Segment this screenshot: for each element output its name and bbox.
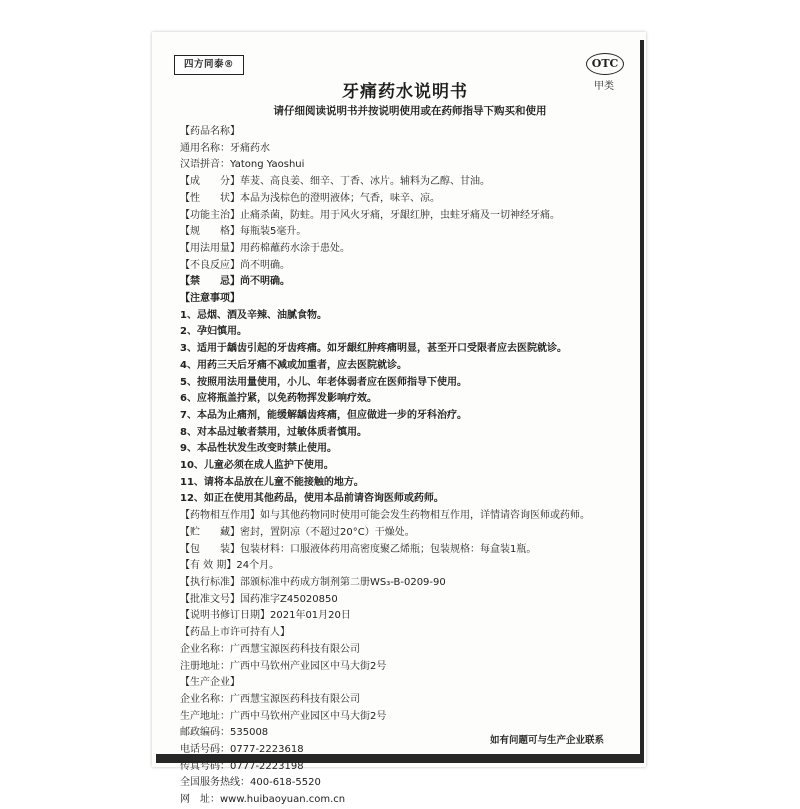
- contraindications: 【禁 忌】尚不明确。: [180, 276, 290, 288]
- precaution-item: 3、适用于龋齿引起的牙齿疼痛。如牙龈红肿疼痛明显，甚至开口受限者应去医院就诊。: [180, 343, 567, 355]
- drug-interactions: 【药物相互作用】如与其他药物同时使用可能会发生药物相互作用，详情请咨询医师或药师。: [180, 510, 590, 522]
- section-manufacturer: 【生产企业】: [180, 677, 240, 689]
- section-drug-name: 【药品名称】: [180, 126, 240, 137]
- otc-badge: OTC: [586, 53, 624, 75]
- precaution-item: 9、本品性状发生改变时禁止使用。: [180, 443, 337, 455]
- scan-edge-right: [640, 40, 644, 760]
- precaution-item: 4、用药三天后牙痛不减或加重者，应去医院就诊。: [180, 359, 407, 371]
- manufacturer-company: 企业名称：广西慧宝源医药科技有限公司: [180, 693, 360, 705]
- storage: 【贮 藏】密封，置阴凉（不超过20°C）干燥处。: [180, 526, 415, 538]
- pinyin-name: 汉语拼音：Yatong Yaoshui: [180, 159, 305, 171]
- postcode: 邮政编码：535008: [180, 727, 269, 739]
- precaution-item: 7、本品为止痛剂，能缓解龋齿疼痛，但应做进一步的牙科治疗。: [180, 409, 467, 421]
- approval-number: 【批准文号】国药准字Z45020850: [180, 593, 338, 605]
- indications: 【功能主治】止痛杀菌，防蛀。用于风火牙痛，牙龈红肿，虫蛀牙痛及一切神经牙痛。: [180, 209, 560, 221]
- service-hotline: 全国服务热线：400-618-5520: [180, 777, 321, 789]
- precaution-item: 12、如正在使用其他药品，使用本品前请咨询医师或药师。: [180, 493, 444, 505]
- usage-notice: 请仔细阅读说明书并按说明使用或在药师指导下购买和使用: [273, 105, 547, 117]
- fax-number: 传真号码：0777-2223198: [180, 760, 304, 772]
- phone-number: 电话号码：0777-2223618: [180, 744, 304, 756]
- otc-class-label: 甲类: [594, 81, 614, 92]
- contact-note: 如有问题可与生产企业联系: [490, 735, 605, 746]
- precaution-item: 5、按照用法用量使用，小儿、年老体弱者应在医师指导下使用。: [180, 376, 467, 388]
- packaging: 【包 装】包装材料：口服液体药用高密度聚乙烯瓶；包装规格：每盒装1瓶。: [180, 543, 537, 555]
- leaflet-content: [180, 124, 625, 809]
- holder-company: 企业名称：广西慧宝源医药科技有限公司: [180, 643, 360, 655]
- appearance: 【性 状】本品为浅棕色的澄明液体；气香，味辛、凉。: [180, 192, 440, 204]
- generic-name: 通用名称：牙痛药水: [180, 142, 270, 154]
- precaution-item: 10、儿童必须在成人监护下使用。: [180, 460, 334, 472]
- document-title: 牙痛药水说明书: [342, 82, 468, 102]
- revision-date: 【说明书修订日期】2021年01月20日: [180, 610, 351, 622]
- precaution-item: 2、孕妇慎用。: [180, 326, 247, 338]
- section-license-holder: 【药品上市许可持有人】: [180, 627, 290, 639]
- holder-address: 注册地址：广西中马钦州产业园区中马大街2号: [180, 660, 387, 672]
- section-precautions: 【注意事项】: [180, 293, 240, 305]
- validity-period: 【有 效 期】24个月。: [180, 560, 280, 572]
- specification: 【规 格】每瓶装5毫升。: [180, 226, 307, 238]
- precaution-item: 8、对本品过敏者禁用，过敏体质者慎用。: [180, 426, 367, 438]
- ingredients: 【成 分】荜茇、高良姜、细辛、丁香、冰片。辅料为乙醇、甘油。: [180, 176, 490, 188]
- website: 网 址：www.huibaoyuan.com.cn: [180, 794, 346, 806]
- usage-dosage: 【用法用量】用药棉蘸药水涂于患处。: [180, 242, 350, 254]
- manufacturer-address: 生产地址：广西中马钦州产业园区中马大街2号: [180, 710, 387, 722]
- precaution-item: 1、忌烟、酒及辛辣、油腻食物。: [180, 309, 327, 321]
- precaution-item: 11、请将本品放在儿童不能接触的地方。: [180, 476, 364, 488]
- brand-logo: 四方同泰®: [174, 55, 244, 75]
- precaution-item: 6、应将瓶盖拧紧，以免药物挥发影响疗效。: [180, 393, 377, 405]
- adverse-reactions: 【不良反应】尚不明确。: [180, 259, 290, 271]
- execution-standard: 【执行标准】部颁标准中药成方制剂第二册WS₃-B-0209-90: [180, 576, 446, 588]
